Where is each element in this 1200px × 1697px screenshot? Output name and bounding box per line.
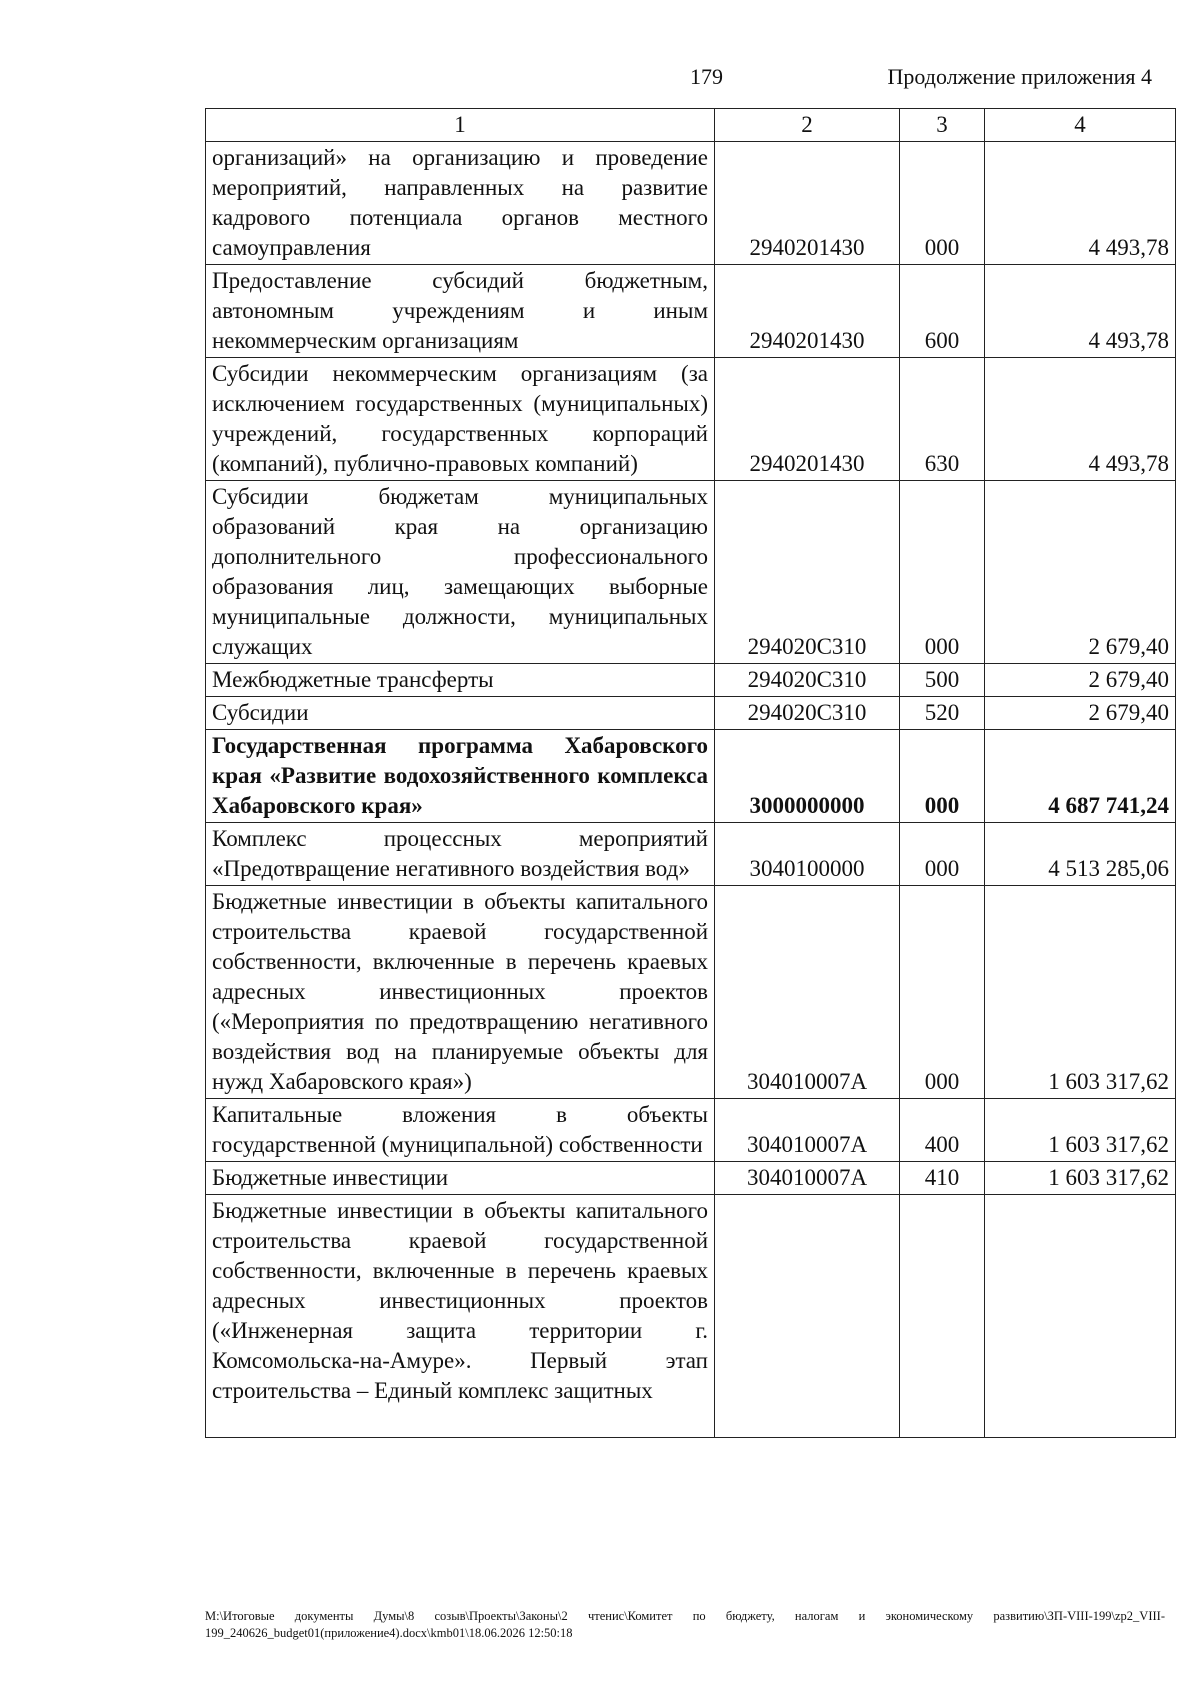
expense-kind-code: 500: [900, 664, 985, 697]
target-article-code: 2940201430: [715, 358, 900, 481]
target-article-code: 294020С310: [715, 664, 900, 697]
table-row: [206, 664, 1176, 697]
row-description: Субсидии некоммерческим организациям (за исключением государственных (муниципальных) учреждений, государственных корпораций (компаний), публично-правовых компаний): [206, 358, 715, 481]
row-description: Субсидии бюджетам муниципальных образований края на организацию дополнительного профессионального образования лиц, замещающих выборные муниципальные должности, муниципальных служащих: [206, 481, 715, 664]
file-path-footer: M:\Итоговые документы Думы\8 созыв\Проекты\Законы\2 чтенис\Комитет по бюджету, налогам и экономическому развитию\ЗП-VIII-199\zp2_VIII-199_240626_budget01(приложение4).docx\kmb01\18.06.2026 12:50:18: [205, 1609, 1165, 1640]
row-description: Бюджетные инвестиции: [206, 1162, 715, 1195]
table-row: [206, 1099, 1176, 1162]
amount: 4 493,78: [985, 265, 1176, 358]
amount: 1 603 317,62: [985, 1099, 1176, 1162]
budget-table: [205, 108, 1176, 1438]
amount: 4 687 741,24: [985, 730, 1176, 823]
target-article-code: 2940201430: [715, 265, 900, 358]
expense-kind-code: 000: [900, 142, 985, 265]
amount: 2 679,40: [985, 481, 1176, 664]
table-row-continued: [206, 1195, 1176, 1438]
table-row: [206, 886, 1176, 1099]
expense-kind-code: 600: [900, 265, 985, 358]
expense-kind-code: [900, 1195, 985, 1438]
row-description: Субсидии: [206, 697, 715, 730]
expense-kind-code: 000: [900, 886, 985, 1099]
amount: 2 679,40: [985, 697, 1176, 730]
target-article-code: 294020С310: [715, 481, 900, 664]
amount: 4 493,78: [985, 358, 1176, 481]
table-row: [206, 358, 1176, 481]
table-row: [206, 481, 1176, 664]
expense-kind-code: 630: [900, 358, 985, 481]
table-header-row: [206, 109, 1176, 142]
column-header-3: 3: [900, 109, 985, 142]
row-description: Бюджетные инвестиции в объекты капитального строительства краевой государственной собственности, включенные в перечень краевых адресных инвестиционных проектов («Мероприятия по предотвращению негативного воздействия вод на планируемые объекты для нужд Хабаровского края»): [206, 886, 715, 1099]
row-description: Межбюджетные трансферты: [206, 664, 715, 697]
target-article-code: 3000000000: [715, 730, 900, 823]
target-article-code: 294020С310: [715, 697, 900, 730]
expense-kind-code: 400: [900, 1099, 985, 1162]
expense-kind-code: 000: [900, 481, 985, 664]
table-row: [206, 142, 1176, 265]
amount: 1 603 317,62: [985, 886, 1176, 1099]
amount: 2 679,40: [985, 664, 1176, 697]
amount: [985, 1195, 1176, 1438]
row-description: Предоставление субсидий бюджетным, автономным учреждениям и иным некоммерческим организациям: [206, 265, 715, 358]
row-description: Комплекс процессных мероприятий «Предотвращение негативного воздействия вод»: [206, 823, 715, 886]
target-article-code: [715, 1195, 900, 1438]
target-article-code: 2940201430: [715, 142, 900, 265]
table-row: [206, 265, 1176, 358]
column-header-1: 1: [206, 109, 715, 142]
table-row-program-total: [206, 730, 1176, 823]
target-article-code: 304010007А: [715, 1162, 900, 1195]
amount: 4 493,78: [985, 142, 1176, 265]
table-row: [206, 823, 1176, 886]
row-description: Бюджетные инвестиции в объекты капитального строительства краевой государственной собственности, включенные в перечень краевых адресных инвестиционных проектов («Инженерная защита территории г. Комсомольска-на-Амуре». Первый этап строительства – Единый комплекс защитных: [206, 1195, 715, 1438]
target-article-code: 304010007А: [715, 886, 900, 1099]
row-description: Капитальные вложения в объекты государственной (муниципальной) собственности: [206, 1099, 715, 1162]
expense-kind-code: 410: [900, 1162, 985, 1195]
expense-kind-code: 000: [900, 730, 985, 823]
target-article-code: 304010007А: [715, 1099, 900, 1162]
table-row: [206, 697, 1176, 730]
amount: 4 513 285,06: [985, 823, 1176, 886]
row-description: организаций» на организацию и проведение мероприятий, направленных на развитие кадрового потенциала органов местного самоуправления: [206, 142, 715, 265]
expense-kind-code: 520: [900, 697, 985, 730]
appendix-continuation-label: Продолжение приложения 4: [887, 64, 1152, 89]
page-number: 179: [690, 64, 723, 89]
row-description: Государственная программа Хабаровского края «Развитие водохозяйственного комплекса Хабаровского края»: [206, 730, 715, 823]
expense-kind-code: 000: [900, 823, 985, 886]
column-header-4: 4: [985, 109, 1176, 142]
table-row: [206, 1162, 1176, 1195]
target-article-code: 3040100000: [715, 823, 900, 886]
column-header-2: 2: [715, 109, 900, 142]
amount: 1 603 317,62: [985, 1162, 1176, 1195]
